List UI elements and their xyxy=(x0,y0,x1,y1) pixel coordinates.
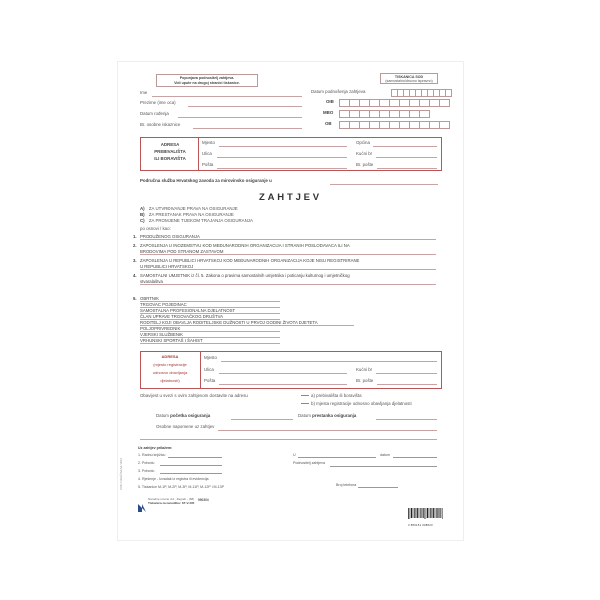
basis-3-num: 3. xyxy=(133,258,137,263)
request-c[interactable] xyxy=(140,218,253,224)
mjesto-label: Mjesto xyxy=(202,140,215,145)
address-label-line-3: ILI BORAVIŠTA xyxy=(154,156,186,161)
oib-cells[interactable] xyxy=(339,99,450,107)
addr2-posta-line[interactable] xyxy=(219,384,347,385)
addr2-label-line-2: (mjesto registracije xyxy=(153,362,187,367)
phone-label: Broj telefona xyxy=(336,483,357,487)
basis-4-num: 4. xyxy=(133,273,137,278)
end-date-bold: prestanka osiguranja xyxy=(312,413,357,418)
napomene-line[interactable] xyxy=(218,430,437,431)
kucni-br-label: Kućni br xyxy=(356,151,373,156)
form-page xyxy=(118,62,463,540)
basis-4-line-1[interactable]: SAMOSTALNI UMJETNIK iz čl. 5. Zakona o pravima samostalnih umjetnika i poticanju kulturnog i umjetničkog xyxy=(140,273,350,278)
delivery-option-b-text: b) mjesta registracije odnosno obavljanja djelatnosti xyxy=(311,401,412,406)
addr2-ulica-line[interactable] xyxy=(219,373,347,374)
item5-opt-2[interactable]: TRGOVAC POJEDINAC xyxy=(140,302,280,308)
side-code: SOD 1 VELIČINA A4 / 2014 xyxy=(120,458,123,490)
mjesto-line[interactable] xyxy=(219,146,347,147)
delivery-option-a-text: a) prebivališta ili boravišta xyxy=(311,393,362,398)
br-osobne-label: Br. osobne iskaznice xyxy=(140,122,181,127)
phone-line[interactable] xyxy=(358,487,398,488)
signature-line[interactable] xyxy=(330,466,437,467)
signature-place-line[interactable] xyxy=(298,457,376,458)
prezime-line[interactable] xyxy=(188,106,302,107)
request-a-text: ZA UTVRĐIVANJE PRAVA NA OSIGURANJE xyxy=(148,206,238,211)
basis-2-line-2: BRODOVIMA POD STRANOM ZASTAVOM xyxy=(140,249,436,255)
kucni-br-line[interactable] xyxy=(376,157,437,158)
br-poste-line[interactable] xyxy=(377,168,437,169)
addr2-mjesto-line[interactable] xyxy=(221,361,437,362)
attachment-1-line xyxy=(168,457,222,458)
request-c-letter: C) xyxy=(140,218,145,223)
item5-opt-4[interactable]: ČLAN UPRAVE TRGOVAČKOG DRUŠTVA xyxy=(140,314,280,320)
address-divider xyxy=(198,137,199,171)
stamp-subtitle: (samostalno/drucno ispravno) xyxy=(385,79,433,84)
addr2-label-line-4: djelatnosti) xyxy=(160,378,180,383)
basis-1-text[interactable]: PRODUŽENOG OSIGURANJA xyxy=(140,234,436,240)
ob-label: OB xyxy=(325,121,332,126)
notice-line-1: Popunjava podnositelj zahtjeva. xyxy=(179,76,235,80)
attachment-4[interactable]: 4. Rješenje - Izvadak iz registra ili evidencija xyxy=(138,477,209,481)
stamp-title: TISKANICA SOD xyxy=(394,74,424,79)
publisher-logo-icon xyxy=(138,499,146,507)
opcina-line[interactable] xyxy=(373,146,437,147)
signature-datum-label: datum xyxy=(380,453,390,457)
form-title: ZAHTJEV xyxy=(259,192,322,203)
oib-label: OIB xyxy=(326,99,334,104)
attachments-title: Uz zahtjev prilažem: xyxy=(138,446,173,450)
podnositelj-label: Podnositelj zahtjeva xyxy=(293,461,325,465)
signature-date-line[interactable] xyxy=(393,457,437,458)
item5-opt-5[interactable]: RODITELJ KOJI OBAVLJA RODITELJSKE DUŽNOSTI U PRVOJ GODINI ŽIVOTA DJETETA xyxy=(140,320,354,326)
start-date-label xyxy=(156,413,210,419)
addr2-kucni-br-line[interactable] xyxy=(376,373,437,374)
delivery-option-a[interactable] xyxy=(301,393,362,399)
mbo-cells[interactable] xyxy=(339,110,430,118)
start-date-bold: početka osiguranja xyxy=(170,413,211,418)
addr2-mjesto-label: Mjesto xyxy=(204,355,217,360)
basis-5-num: 5. xyxy=(133,296,137,301)
barcode-text: 3 850151 008523 xyxy=(408,523,433,527)
address-residence-label xyxy=(144,141,196,162)
mbo-label: MBO xyxy=(323,110,334,115)
form-stamp-box xyxy=(380,73,438,84)
publisher-name: Narodne novine d.d., Zagreb - (68) xyxy=(148,497,195,501)
office-line-label: Područna služba Hrvatskog zavoda za mirovinsko osiguranje u xyxy=(140,178,272,183)
attachment-3[interactable]: 3. Potvrdu xyxy=(138,469,155,473)
publisher-info xyxy=(148,498,194,506)
addr2-kucni-br-label: Kućni br xyxy=(356,367,373,372)
barcode xyxy=(408,506,444,527)
basis-3-line-2: U REPUBLICI HRVATSKOJ xyxy=(140,264,436,270)
item5-opt-6[interactable]: POLJOPRIVREDNIK xyxy=(140,326,280,332)
prezime-label: Prezime (ime oca) xyxy=(140,100,176,105)
attachment-2-line xyxy=(160,465,222,466)
basis-label: po osnovi / kao: xyxy=(140,226,171,231)
item5-opt-3[interactable]: SAMOSTALNA PROFESIONALNA DJELATNOST xyxy=(140,308,280,314)
br-poste-label: Br. pošte xyxy=(356,162,374,167)
footer-number: 990304 xyxy=(198,498,209,502)
ime-label: Ime xyxy=(140,90,148,95)
ob-cells[interactable] xyxy=(339,121,450,129)
attachment-2[interactable]: 2. Potvrdu xyxy=(138,461,155,465)
address2-divider xyxy=(200,351,201,389)
napomene-label: Osobne napomene uz zahtjev xyxy=(156,424,215,429)
start-date-word: Datum xyxy=(156,413,169,418)
request-b-text: ZA PRESTANAK PRAVA NA OSIGURANJE xyxy=(148,212,234,217)
attachment-3-line xyxy=(160,473,222,474)
addr2-posta-label: Pošta xyxy=(204,378,216,383)
end-date-label xyxy=(298,413,356,419)
start-date-line[interactable] xyxy=(231,419,293,420)
addr2-label-line-1: ADRESA xyxy=(161,354,179,359)
datum-rodjenja-label: Datum rođenja xyxy=(140,111,169,116)
end-date-word: Datum xyxy=(298,413,311,418)
top-notice-box xyxy=(156,74,258,87)
delivery-intro: Obavijest u svezi s ovim zahtjevom dostavite na adresu xyxy=(140,393,248,398)
signature-u-label: U xyxy=(293,453,296,457)
delivery-option-b[interactable] xyxy=(301,401,412,407)
request-c-text: ZA PROMJENE TIJEKOM TRAJANJA OSIGURANJA xyxy=(148,218,253,223)
basis-2-line-1[interactable]: ZAPOSLENJA U INOZEMSTVU KOD MEĐUNARODNIH ORGANIZACIJA I STRANIH POSLODAVACA ILI NA xyxy=(140,243,350,248)
opcina-label: Općina xyxy=(356,140,370,145)
posta-line[interactable] xyxy=(217,168,347,169)
datum-podnosenja-cells[interactable] xyxy=(391,89,452,97)
item5-opt-7[interactable]: VJERSKI SLUŽBENIK xyxy=(140,332,280,338)
publisher-code: Tiskanica za narudžbu: ST-V-405 xyxy=(148,500,195,505)
office-line-input[interactable] xyxy=(330,184,438,185)
basis-1-num: 1. xyxy=(133,234,137,239)
request-a-letter: A) xyxy=(140,206,145,211)
addr2-br-poste-line[interactable] xyxy=(377,384,437,385)
basis-4-line-2: stvaralaštva xyxy=(140,279,436,285)
attachment-1[interactable]: 1. Radnu knjižicu xyxy=(138,453,166,457)
ulica-label: Ulica xyxy=(202,151,212,156)
addr2-label-line-3: odnosno obavljanja xyxy=(152,370,188,375)
request-a[interactable] xyxy=(140,206,238,212)
basis-3-line-1[interactable]: ZAPOSLENJA U REPUBLICI HRVATSKOJ KOD MEĐUNARODNIH ORGANIZACIJA KOJE NISU REGISTRIRANE xyxy=(140,258,360,263)
br-osobne-line[interactable] xyxy=(193,128,302,129)
address-label-line-1: ADRESA xyxy=(160,142,180,147)
item5-opt-8[interactable]: VRHUNSKI SPORTAŠ I ŠAHIST xyxy=(140,338,280,344)
ulica-line[interactable] xyxy=(217,157,347,158)
datum-rodjenja-line[interactable] xyxy=(178,117,302,118)
end-date-line[interactable] xyxy=(376,419,437,420)
addr2-br-poste-label: Br. pošte xyxy=(356,378,374,383)
basis-2-num: 2. xyxy=(133,243,137,248)
attachment-5[interactable]: 5. Tiskanice M-1P, M-2P, M-3P, M-11P, M-12P i M-13P xyxy=(138,485,225,489)
datum-podnosenja-label: Datum podnošenja zahtjeva xyxy=(311,89,366,94)
barcode-bars-icon xyxy=(408,508,444,519)
request-b-letter: B) xyxy=(140,212,145,217)
napomene-line-2[interactable] xyxy=(140,439,437,440)
ime-line[interactable] xyxy=(152,96,302,97)
address-label-line-2: PREBIVALIŠTA xyxy=(154,149,186,154)
request-b[interactable] xyxy=(140,212,234,218)
notice-line-2: Vidi upute na drugoj stranici tiskanice. xyxy=(174,80,240,85)
addr2-ulica-label: Ulica xyxy=(204,367,214,372)
address-registration-label xyxy=(142,353,198,385)
item5-opt-1[interactable]: OBRTNIK xyxy=(140,296,280,302)
posta-label: Pošta xyxy=(202,162,214,167)
